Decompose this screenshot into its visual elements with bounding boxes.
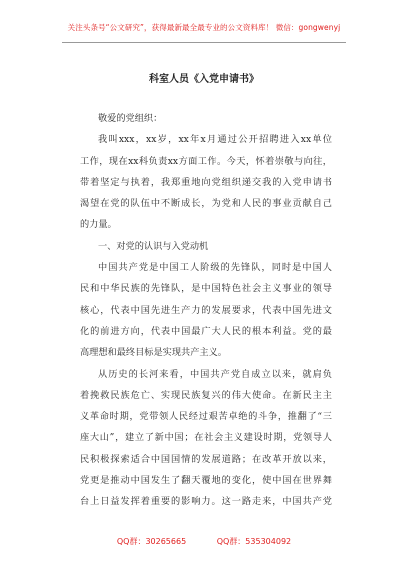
document-body (80, 108, 332, 513)
footer-qq-group-2: QQ群：535304092 (216, 537, 292, 546)
body-line: 渴望在党的队伍中不断成长，为党和人民的事业贡献自己 (80, 198, 332, 210)
body-line: 高理想和最终目标是实现共产主义。 (80, 347, 227, 359)
body-line: 民积极探索适合中国国情的发展道路；在改革开放以来， (80, 453, 332, 465)
footer-qq-group-1: QQ群：30265665 (116, 537, 187, 546)
body-line: 党更是推动中国发生了翻天覆地的变化，使中国在世界舞 (80, 475, 332, 487)
body-line: 台上日益发挥着重要的影响力。这一路走来，中国共产党 (80, 496, 332, 508)
body-line: 工作，现在xx科负责xx方面工作。今天，怀着崇敬与向往， (80, 155, 332, 167)
body-line: 我叫xxx，xx岁，xx年x月通过公开招聘进入xx单位 (98, 134, 332, 146)
body-line: 带着坚定与执着，我郑重地向党组织递交我的入党申请书 (80, 176, 332, 188)
body-line: 核心，代表中国先进生产力的发展要求，代表中国先进文 (80, 304, 332, 316)
section-heading: 一、对党的认识与入党动机 (98, 240, 209, 252)
body-line: 中国共产党是中国工人阶级的先锋队，同时是中国人 (98, 262, 332, 274)
body-line: 着挽救民族危亡、实现民族复兴的伟大使命。在新民主主 (80, 389, 332, 401)
body-line: 的力量。 (80, 219, 117, 231)
body-line: 义革命时期，党带领人民经过艰苦卓绝的斗争，推翻了“三 (80, 411, 332, 423)
document-title: 科室人员《入党申请书》 (149, 74, 259, 85)
body-line: 从历史的长河来看，中国共产党自成立以来，就肩负 (98, 368, 332, 380)
body-line: 民和中华民族的先锋队，是中国特色社会主义事业的领导 (80, 283, 332, 295)
body-line: 化的前进方向，代表中国最广大人民的根本利益。党的最 (80, 325, 332, 337)
footer (0, 536, 408, 547)
body-line: 座大山”，建立了新中国；在社会主义建设时期，党领导人 (80, 432, 332, 444)
salutation-line: 敬爱的党组织： (98, 113, 163, 124)
header-notice: 关注头条号“公文研究”，获得最新最全最专业的公文资料库！ 微信：gongwenyj (67, 23, 341, 32)
header-divider (62, 42, 346, 43)
